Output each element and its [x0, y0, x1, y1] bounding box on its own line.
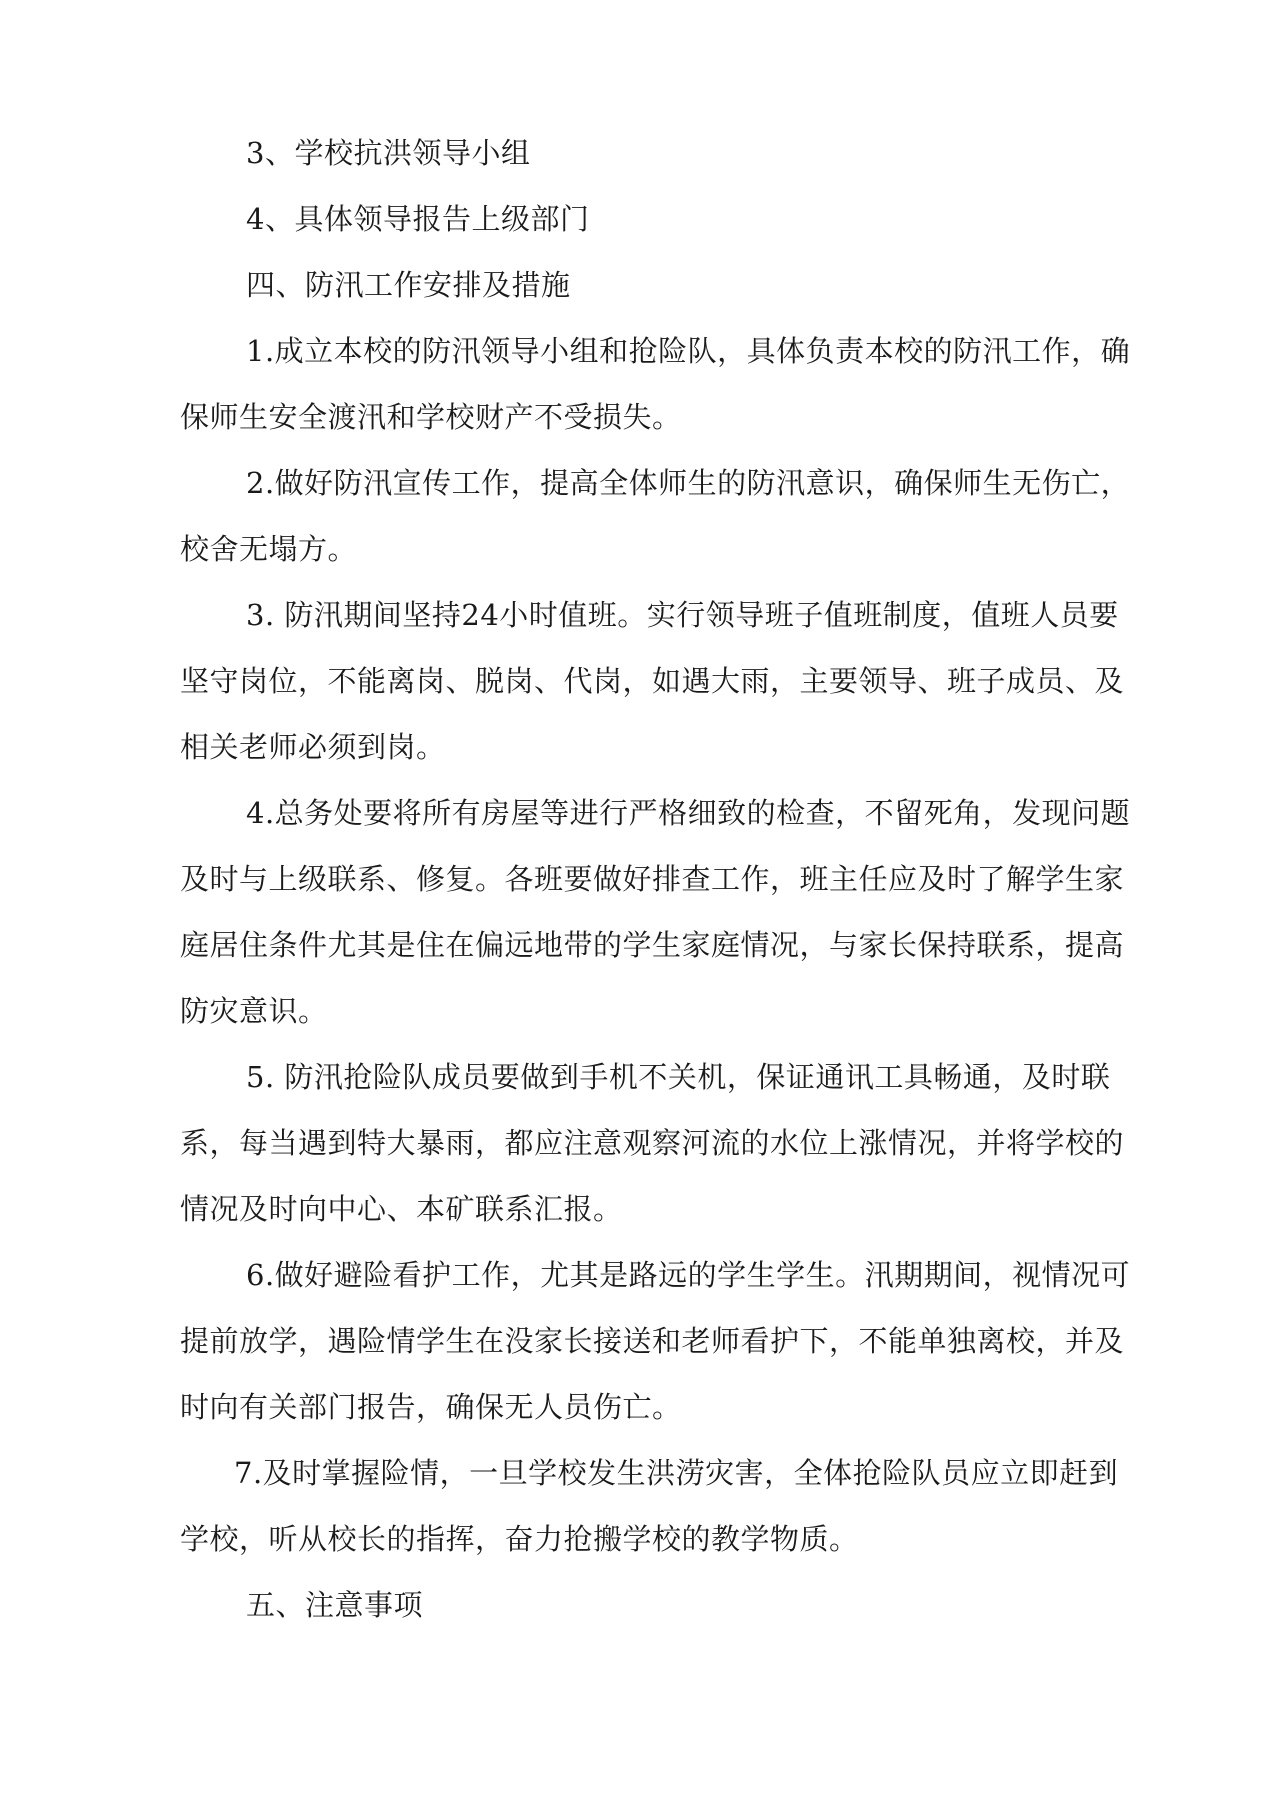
- paragraph-item-7: 7.及时掌握险情，一旦学校发生洪涝灾害，全体抢险队员应立即赶到学校，听从校长的指挥，奋力抢搬学校的教学物质。: [180, 1456, 1119, 1556]
- section-heading-measures: 四、防汛工作安排及措施: [246, 268, 571, 302]
- paragraph-item-3: 3. 防汛期间坚持24小时值班。实行领导班子值班制度，值班人员要坚守岗位，不能离岗、脱岗、代岗，如遇大雨，主要领导、班子成员、及相关老师必须到岗。: [180, 598, 1125, 764]
- paragraph-item-6: 6.做好避险看护工作，尤其是路远的学生学生。汛期期间，视情况可提前放学，遇险情学生在没家长接送和老师看护下，不能单独离校，并及时向有关部门报告，确保无人员伤亡。: [180, 1258, 1131, 1424]
- paragraph-item-5: 5. 防汛抢险队成员要做到手机不关机，保证通讯工具畅通，及时联系，每当遇到特大暴雨，都应注意观察河流的水位上涨情况，并将学校的情况及时向中心、本矿联系汇报。: [180, 1060, 1125, 1226]
- paragraph-item-1: 1.成立本校的防汛领导小组和抢险队，具体负责本校的防汛工作，确保师生安全渡汛和学校财产不受损失。: [180, 334, 1131, 434]
- paragraph-item-2: 2.做好防汛宣传工作，提高全体师生的防汛意识，确保师生无伤亡，校舍无塌方。: [180, 466, 1131, 566]
- paragraph-item-4: 4.总务处要将所有房屋等进行严格细致的检查，不留死角，发现问题及时与上级联系、修复。各班要做好排查工作，班主任应及时了解学生家庭居住条件尤其是住在偏远地带的学生家庭情况，与家长保持联系，提高防灾意识。: [180, 796, 1131, 1028]
- paragraph-leading-group: 3、学校抗洪领导小组: [246, 136, 531, 170]
- paragraph-report-superior: 4、具体领导报告上级部门: [246, 202, 590, 236]
- section-heading-notes: 五、注意事项: [246, 1588, 424, 1622]
